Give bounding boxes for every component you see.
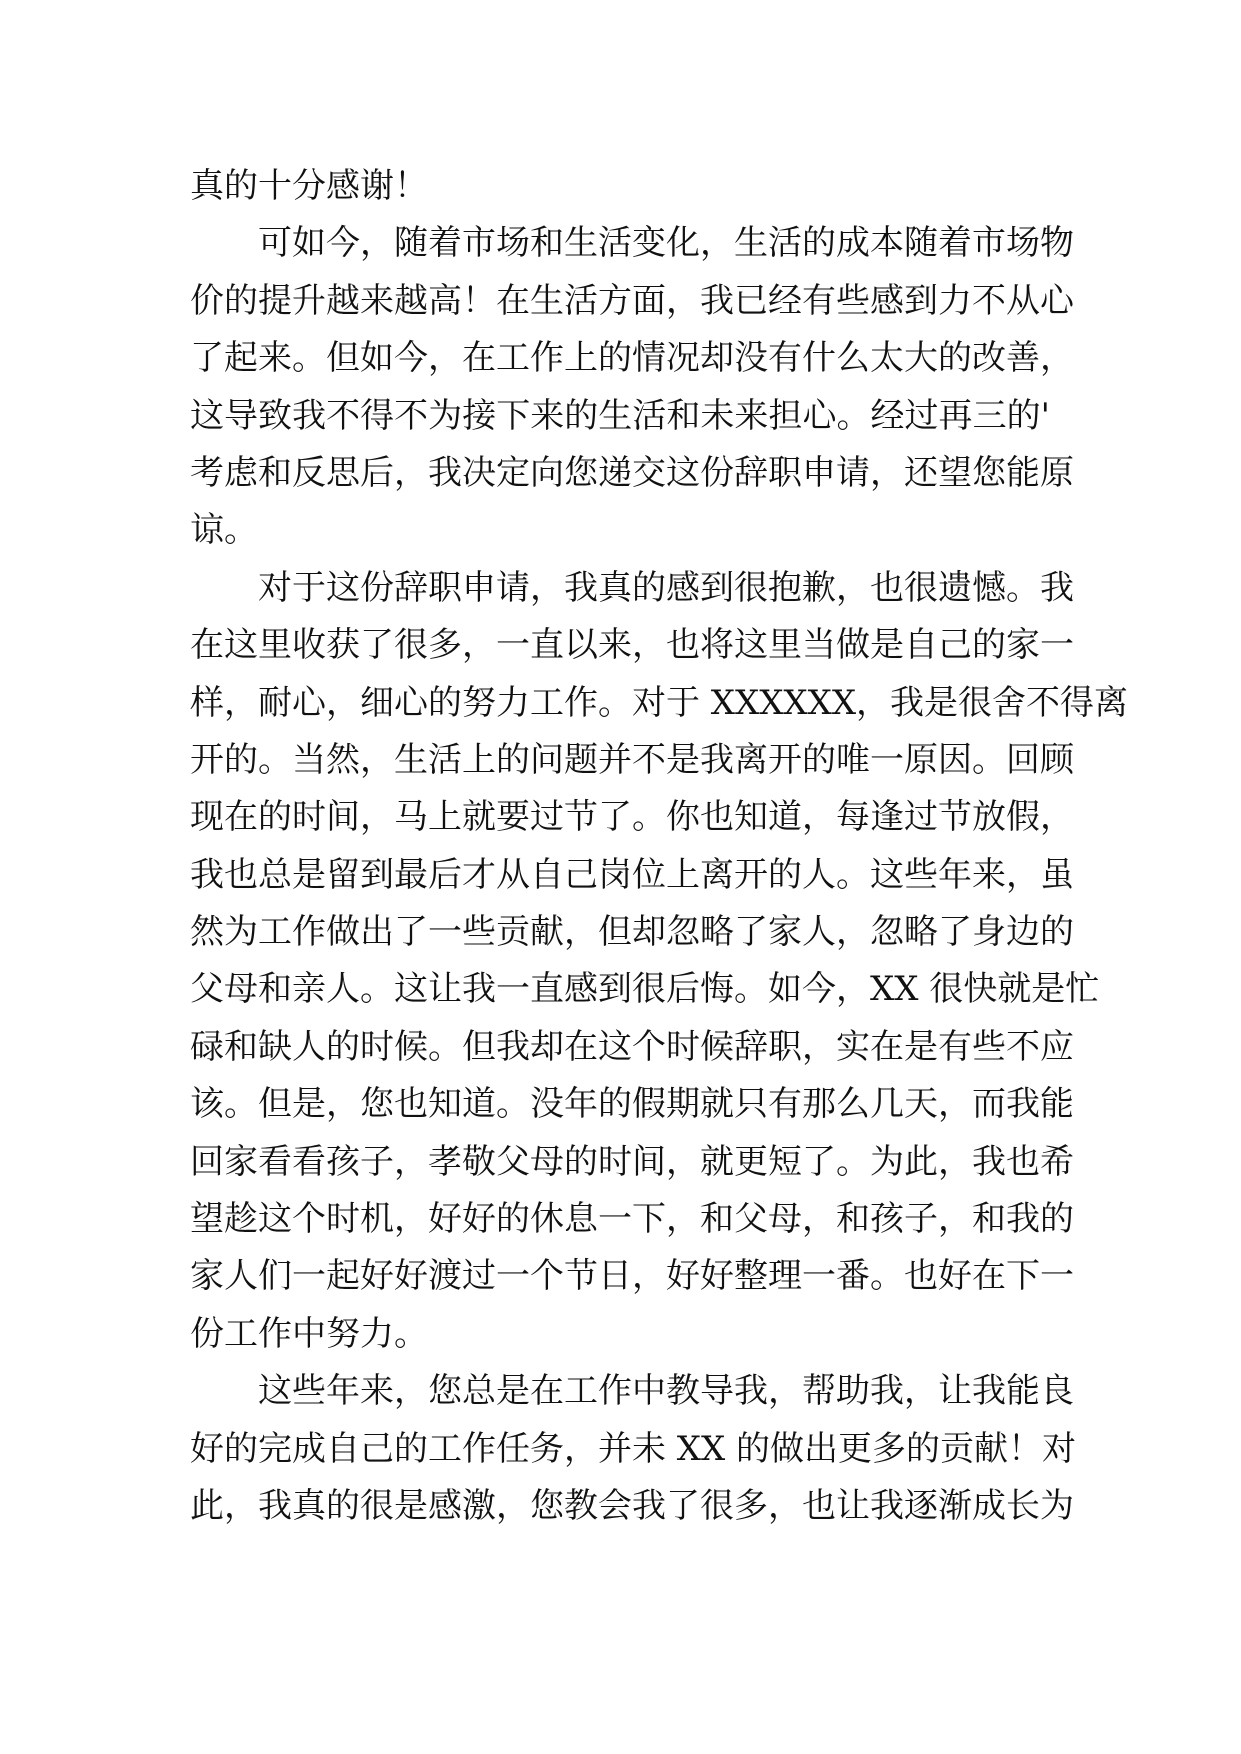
text-line: 这导致我不得不为接下来的生活和未来担心。经过再三的' — [190, 395, 1050, 436]
text-line: 可如今，随着市场和生活变化，生活的成本随着市场物 — [258, 223, 1074, 264]
text-line: 份工作中努力。 — [190, 1313, 428, 1354]
text-line: 价的提升越来越高！在生活方面，我已经有些感到力不从心 — [190, 280, 1074, 321]
text-line: 父母和亲人。这让我一直感到很后悔。如今，XX 很快就是忙 — [190, 969, 1100, 1010]
text-line: 考虑和反思后，我决定向您递交这份辞职申请，还望您能原 — [190, 452, 1074, 493]
text-line: 望趁这个时机，好好的休息一下，和父母，和孩子，和我的 — [190, 1199, 1074, 1240]
text-line: 开的。当然，生活上的问题并不是我离开的唯一原因。回顾 — [190, 739, 1074, 780]
paragraph — [190, 560, 1129, 1363]
text-line: 然为工作做出了一些贡献，但却忽略了家人，忽略了身边的 — [190, 912, 1074, 953]
text-line: 好的完成自己的工作任务，并未 XX 的做出更多的贡献！对 — [190, 1428, 1077, 1469]
text-line: 回家看看孩子，孝敬父母的时间，就更短了。为此，我也希 — [190, 1141, 1074, 1182]
text-line: 现在的时间，马上就要过节了。你也知道，每逢过节放假， — [190, 797, 1074, 838]
text-line: 真的十分感谢！ — [190, 166, 428, 206]
document-body — [190, 158, 1129, 1535]
paragraph — [190, 215, 1074, 559]
text-line: 家人们一起好好渡过一个节日，好好整理一番。也好在下一 — [190, 1256, 1074, 1297]
text-line: 了起来。但如今，在工作上的情况却没有什么太大的改善， — [190, 338, 1074, 379]
text-line: 在这里收获了很多，一直以来，也将这里当做是自己的家一 — [190, 625, 1074, 666]
paragraph — [190, 1363, 1077, 1535]
text-line: 谅。 — [190, 510, 258, 551]
text-line: 样，耐心，细心的努力工作。对于 XXXXXX，我是很舍不得离 — [190, 682, 1129, 723]
text-line: 对于这份辞职申请，我真的感到很抱歉，也很遗憾。我 — [258, 567, 1074, 608]
text-line: 此，我真的很是感激，您教会我了很多，也让我逐渐成长为 — [190, 1485, 1074, 1526]
paragraph — [190, 158, 1050, 215]
text-line: 我也总是留到最后才从自己岗位上离开的人。这些年来，虽 — [190, 854, 1074, 895]
text-line: 碌和缺人的时候。但我却在这个时候辞职，实在是有些不应 — [190, 1026, 1074, 1067]
text-line: 该。但是，您也知道。没年的假期就只有那么几天，而我能 — [190, 1084, 1074, 1125]
text-line: 这些年来，您总是在工作中教导我，帮助我，让我能良 — [258, 1371, 1074, 1412]
